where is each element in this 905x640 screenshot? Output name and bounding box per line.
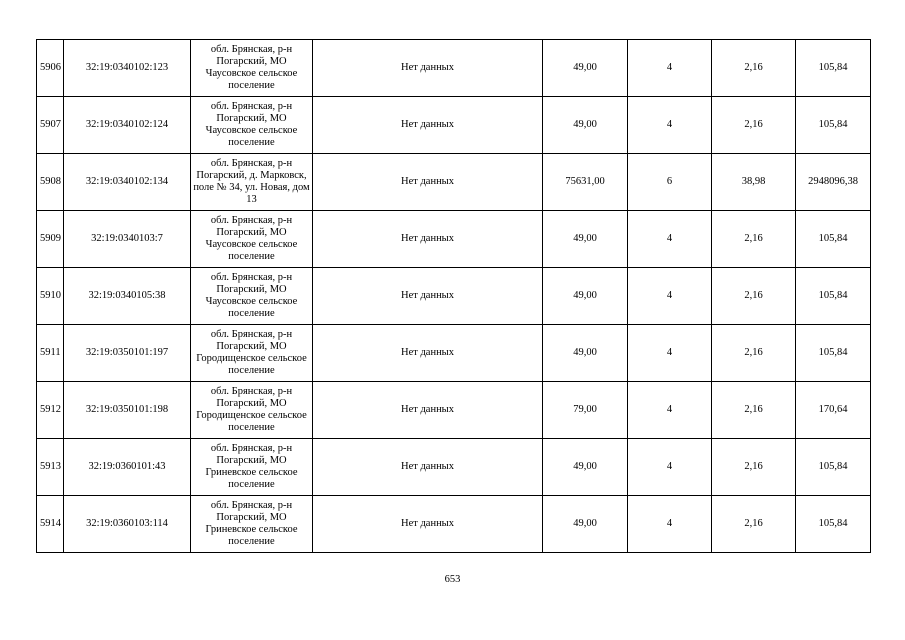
status-cell: Нет данных xyxy=(313,325,543,382)
address-cell: обл. Брянская, р-н Погарский, МО Гриневское сельское поселение xyxy=(191,439,313,496)
status-cell: Нет данных xyxy=(313,40,543,97)
status-cell: Нет данных xyxy=(313,439,543,496)
cadastral-number-cell: 32:19:0360101:43 xyxy=(64,439,191,496)
status-cell: Нет данных xyxy=(313,211,543,268)
value-cell: 105,84 xyxy=(796,496,871,553)
address-cell: обл. Брянская, р-н Погарский, МО Городищенское сельское поселение xyxy=(191,382,313,439)
cadastral-number-cell: 32:19:0340102:123 xyxy=(64,40,191,97)
group-cell: 4 xyxy=(628,496,712,553)
table-row xyxy=(37,211,871,268)
group-cell: 4 xyxy=(628,439,712,496)
area-cell: 49,00 xyxy=(543,439,628,496)
row-number-cell: 5910 xyxy=(37,268,64,325)
group-cell: 4 xyxy=(628,97,712,154)
address-cell: обл. Брянская, р-н Погарский, МО Гриневское сельское поселение xyxy=(191,496,313,553)
row-number-cell: 5911 xyxy=(37,325,64,382)
row-number-cell: 5906 xyxy=(37,40,64,97)
row-number-cell: 5907 xyxy=(37,97,64,154)
rate-cell: 2,16 xyxy=(712,211,796,268)
value-cell: 105,84 xyxy=(796,97,871,154)
group-cell: 4 xyxy=(628,325,712,382)
table-row xyxy=(37,268,871,325)
rate-cell: 2,16 xyxy=(712,382,796,439)
table-row xyxy=(37,97,871,154)
value-cell: 2948096,38 xyxy=(796,154,871,211)
status-cell: Нет данных xyxy=(313,97,543,154)
cadastral-number-cell: 32:19:0340103:7 xyxy=(64,211,191,268)
table-row xyxy=(37,325,871,382)
rate-cell: 38,98 xyxy=(712,154,796,211)
table-row xyxy=(37,382,871,439)
rate-cell: 2,16 xyxy=(712,97,796,154)
value-cell: 170,64 xyxy=(796,382,871,439)
value-cell: 105,84 xyxy=(796,40,871,97)
table-body xyxy=(37,40,871,553)
address-cell: обл. Брянская, р-н Погарский, МО Чаусовское сельское поселение xyxy=(191,268,313,325)
group-cell: 4 xyxy=(628,40,712,97)
row-number-cell: 5908 xyxy=(37,154,64,211)
group-cell: 4 xyxy=(628,268,712,325)
area-cell: 49,00 xyxy=(543,211,628,268)
row-number-cell: 5909 xyxy=(37,211,64,268)
status-cell: Нет данных xyxy=(313,382,543,439)
area-cell: 49,00 xyxy=(543,268,628,325)
area-cell: 49,00 xyxy=(543,325,628,382)
value-cell: 105,84 xyxy=(796,268,871,325)
table-row xyxy=(37,439,871,496)
value-cell: 105,84 xyxy=(796,325,871,382)
status-cell: Нет данных xyxy=(313,154,543,211)
area-cell: 49,00 xyxy=(543,496,628,553)
address-cell: обл. Брянская, р-н Погарский, МО Чаусовское сельское поселение xyxy=(191,97,313,154)
address-cell: обл. Брянская, р-н Погарский, МО Городищенское сельское поселение xyxy=(191,325,313,382)
value-cell: 105,84 xyxy=(796,439,871,496)
area-cell: 49,00 xyxy=(543,97,628,154)
area-cell: 49,00 xyxy=(543,40,628,97)
table-row xyxy=(37,154,871,211)
cadastral-number-cell: 32:19:0350101:198 xyxy=(64,382,191,439)
status-cell: Нет данных xyxy=(313,268,543,325)
rate-cell: 2,16 xyxy=(712,268,796,325)
group-cell: 4 xyxy=(628,382,712,439)
area-cell: 79,00 xyxy=(543,382,628,439)
status-cell: Нет данных xyxy=(313,496,543,553)
rate-cell: 2,16 xyxy=(712,325,796,382)
table-row xyxy=(37,496,871,553)
rate-cell: 2,16 xyxy=(712,439,796,496)
value-cell: 105,84 xyxy=(796,211,871,268)
cadastral-number-cell: 32:19:0350101:197 xyxy=(64,325,191,382)
address-cell: обл. Брянская, р-н Погарский, МО Чаусовское сельское поселение xyxy=(191,40,313,97)
row-number-cell: 5914 xyxy=(37,496,64,553)
cadastral-number-cell: 32:19:0340102:124 xyxy=(64,97,191,154)
page-number: 653 xyxy=(444,574,461,585)
cadastral-number-cell: 32:19:0360103:114 xyxy=(64,496,191,553)
register-table xyxy=(36,39,871,553)
group-cell: 6 xyxy=(628,154,712,211)
rate-cell: 2,16 xyxy=(712,40,796,97)
group-cell: 4 xyxy=(628,211,712,268)
cadastral-number-cell: 32:19:0340105:38 xyxy=(64,268,191,325)
row-number-cell: 5912 xyxy=(37,382,64,439)
row-number-cell: 5913 xyxy=(37,439,64,496)
address-cell: обл. Брянская, р-н Погарский, МО Чаусовское сельское поселение xyxy=(191,211,313,268)
table-row xyxy=(37,40,871,97)
cadastral-number-cell: 32:19:0340102:134 xyxy=(64,154,191,211)
address-cell: обл. Брянская, р-н Погарский, д. Марковск, поле № 34, ул. Новая, дом 13 xyxy=(191,154,313,211)
rate-cell: 2,16 xyxy=(712,496,796,553)
area-cell: 75631,00 xyxy=(543,154,628,211)
